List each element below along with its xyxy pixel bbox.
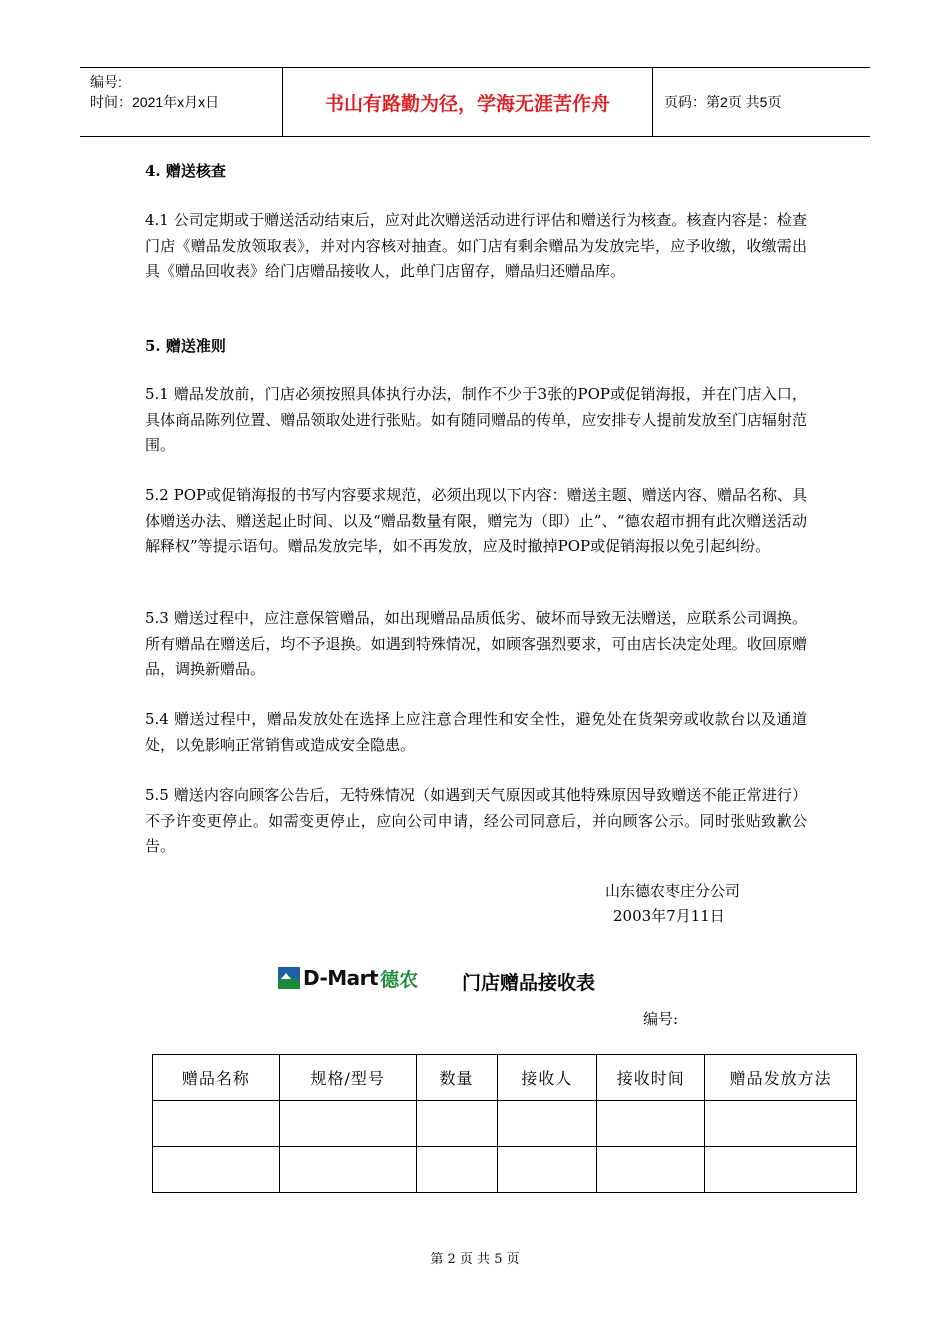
header-motto: 书山有路勤为径，学海无涯苦作舟 bbox=[324, 92, 610, 115]
table-row bbox=[153, 1147, 857, 1193]
table-row bbox=[153, 1101, 857, 1147]
col-distribution-method: 赠品发放方法 bbox=[705, 1055, 857, 1101]
table-cell bbox=[153, 1101, 280, 1147]
d-mart-logo-icon bbox=[278, 967, 300, 989]
paragraph-5-5: 5.5 赠送内容向顾客公告后，无特殊情况（如遇到天气原因或其他特殊原因导致赠送不能正常进行）不予许变更停止。如需变更停止，应向公司申请，经公司同意后，并向顾客公示。同时张贴致歉公告。 bbox=[145, 786, 807, 855]
header-number-label: 编号: bbox=[90, 74, 122, 90]
table-cell bbox=[497, 1101, 597, 1147]
col-quantity: 数量 bbox=[416, 1055, 497, 1101]
table-cell bbox=[597, 1147, 705, 1193]
col-spec-model: 规格/型号 bbox=[279, 1055, 416, 1101]
table-cell bbox=[705, 1147, 857, 1193]
table-cell bbox=[416, 1101, 497, 1147]
table-header-row bbox=[153, 1055, 857, 1101]
table-cell bbox=[153, 1147, 280, 1193]
page-footer: 第 2 页 共 5 页 bbox=[430, 1252, 520, 1267]
col-receive-time: 接收时间 bbox=[597, 1055, 705, 1101]
receipt-table bbox=[152, 1054, 857, 1193]
header-motto-cell bbox=[282, 68, 653, 136]
section-heading-4: 4. 赠送核查 bbox=[145, 162, 226, 180]
logo-cn: 德农 bbox=[380, 968, 419, 991]
table-cell bbox=[597, 1101, 705, 1147]
table-cell bbox=[416, 1147, 497, 1193]
signature-date: 2003年7月11日 bbox=[613, 907, 725, 925]
header-page-info: 页码：第2页 共5页 bbox=[664, 94, 782, 110]
section-heading-5: 5. 赠送准则 bbox=[145, 337, 226, 355]
table-cell bbox=[279, 1147, 416, 1193]
logo-text: D-Mart bbox=[303, 966, 379, 990]
col-receiver: 接收人 bbox=[497, 1055, 597, 1101]
paragraph-5-2: 5.2 POP或促销海报的书写内容要求规范，必须出现以下内容：赠送主题、赠送内容、赠品名称、具体赠送办法、赠送起止时间、以及“赠品数量有限，赠完为（即）止”、“德农超市拥有此次赠送活动解释权”等提示语句。赠品发放完毕，如不再发放，应及时撤掉POP或促销海报以免引起纠纷。 bbox=[145, 486, 807, 555]
paragraph-5-3: 5.3 赠送过程中，应注意保管赠品，如出现赠品品质低劣、破坏而导致无法赠送，应联系公司调换。所有赠品在赠送后，均不予退换。如遇到特殊情况，如顾客强烈要求，可由店长决定处理。收回原赠品，调换新赠品。 bbox=[145, 609, 807, 678]
table-cell bbox=[497, 1147, 597, 1193]
table-cell bbox=[705, 1101, 857, 1147]
table-cell bbox=[279, 1101, 416, 1147]
paragraph-4-1: 4.1 公司定期或于赠送活动结束后，应对此次赠送活动进行评估和赠送行为核查。核查内容是：检查门店《赠品发放领取表》，并对内容核对抽查。如门店有剩余赠品为发放完毕，应予收缴，收缴需出具《赠品回收表》给门店赠品接收人，此单门店留存，赠品归还赠品库。 bbox=[145, 211, 807, 280]
signature-company: 山东德农枣庄分公司 bbox=[605, 882, 741, 900]
col-gift-name: 赠品名称 bbox=[153, 1055, 280, 1101]
paragraph-5-4: 5.4 赠送过程中，赠品发放处在选择上应注意合理性和安全性，避免处在货架旁或收款台以及通道处，以免影响正常销售或造成安全隐患。 bbox=[145, 710, 807, 754]
form-title: 门店赠品接收表 bbox=[462, 972, 596, 994]
header-meta bbox=[80, 68, 282, 136]
paragraph-5-1: 5.1 赠品发放前，门店必须按照具体执行办法，制作不少于3张的POP或促销海报，并在门店入口，具体商品陈列位置、赠品领取处进行张贴。如有随同赠品的传单，应安排专人提前发放至门店辐射范围。 bbox=[145, 385, 807, 454]
header-time-label: 时间：2021年x月x日 bbox=[90, 94, 220, 110]
d-mart-logo bbox=[278, 964, 418, 992]
page-header bbox=[80, 67, 870, 137]
form-number-label: 编号: bbox=[643, 1010, 679, 1028]
